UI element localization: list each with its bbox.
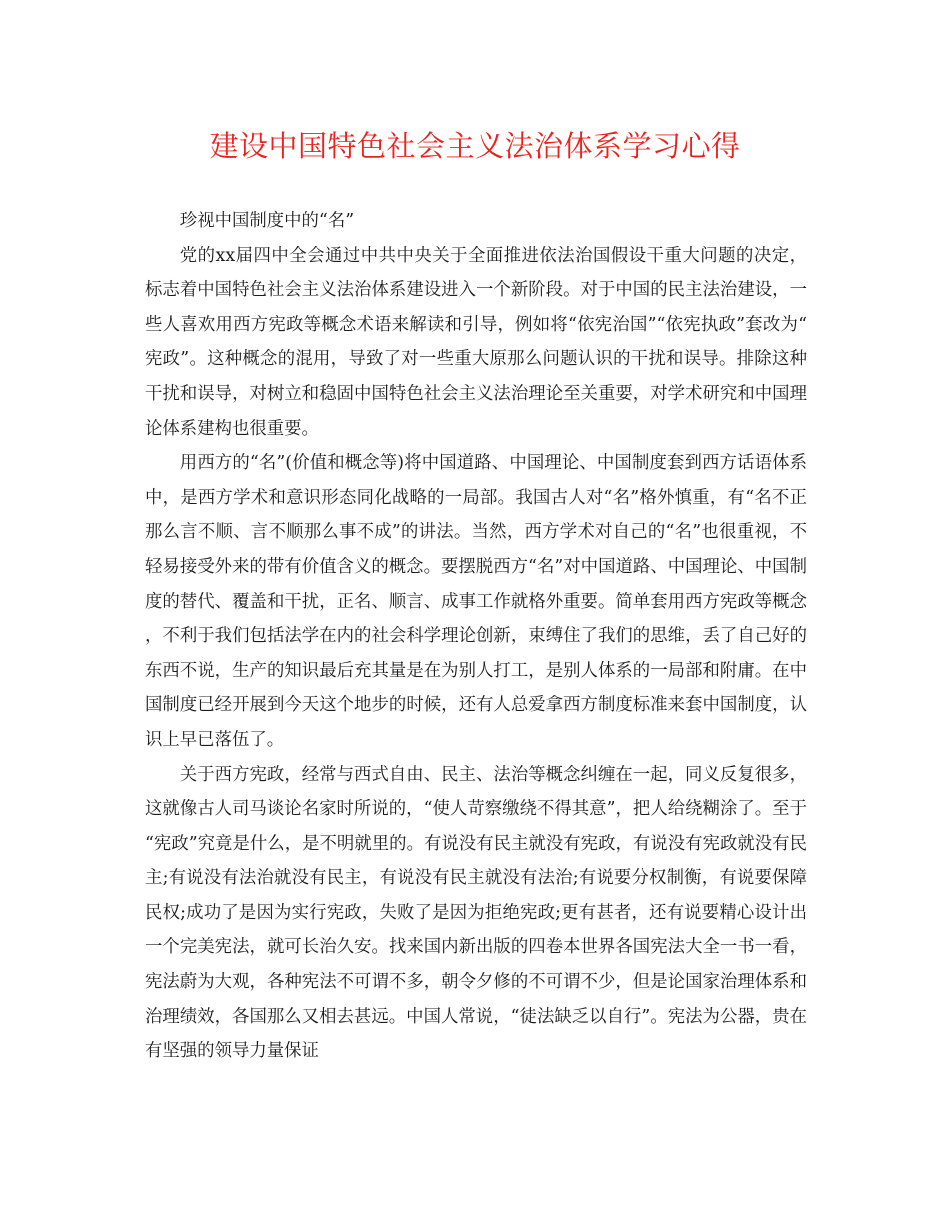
paragraph-2: 用西方的“名”(价值和概念等)将中国道路、中国理论、中国制度套到西方话语体系中，是西方学术和意识形态同化战略的一局部。我国古人对“名”格外慎重，有“名不正那么言不顺、言不顺那么事不成”的讲法。当然，西方学术对自己的“名”也很重视，不轻易接受外来的带有价值含义的概念。要摆脱西方“名”对中国道路、中国理论、中国制度的替代、覆盖和干扰，正名、顺言、成事工作就格外重要。简单套用西方宪政等概念，不利于我们包括法学在内的社会科学理论创新，束缚住了我们的思维，丢了自己好的东西不说，生产的知识最后充其量是在为别人打工，是别人体系的一局部和附庸。在中国制度已经开展到今天这个地步的时候，还有人总爱拿西方制度标准来套中国制度，认识上早已落伍了。 [145,453,807,750]
subheading: 珍视中国制度中的“名” [179,211,355,231]
paragraph-3: 关于西方宪政，经常与西式自由、民主、法治等概念纠缠在一起，同义反复很多，这就像古人司马谈论名家时所说的，“使人苛察缴绕不得其意”，把人给绕糊涂了。至于“宪政”究竟是什么，是不明就里的。有说没有民主就没有宪政，有说没有宪政就没有民主;有说没有法治就没有民主，有说没有民主就没有法治;有说要分权制衡，有说要保障民权;成功了是因为实行宪政，失败了是因为拒绝宪政;更有甚者，还有说要精心设计出一个完美宪法，就可长治久安。找来国内新出版的四卷本世界各国宪法大全一书一看，宪法蔚为大观，各种宪法不可谓不多，朝令夕修的不可谓不少，但是论国家治理体系和治理绩效，各国那么又相去甚远。中国人常说，“徒法缺乏以自行”。宪法为公器，贵在有坚强的领导力量保证 [145,764,807,1062]
document-body [145,204,807,1069]
document-title: 建设中国特色社会主义法治体系学习心得 [209,129,741,163]
paragraph-1: 党的xx届四中全会通过中共中央关于全面推进依法治国假设干重大问题的决定，标志着中国特色社会主义法治体系建设进入一个新阶段。对于中国的民主法治建设，一些人喜欢用西方宪政等概念术语来解读和引导，例如将“依宪治国”“依宪执政”套改为“宪政”。这种概念的混用，导致了对一些重大原那么问题认识的干扰和误导。排除这种干扰和误导，对树立和稳固中国特色社会主义法治理论至关重要，对学术研究和中国理论体系建构也很重要。 [145,245,807,439]
